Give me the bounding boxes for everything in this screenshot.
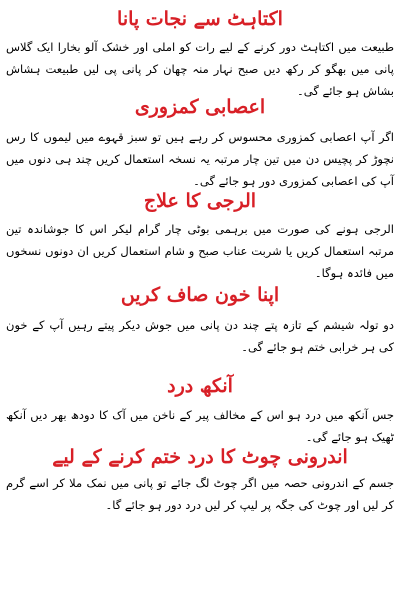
remedy-section-boredom [6,2,394,98]
remedy-section-nervous-weakness [6,88,394,188]
remedy-section-eye-pain [6,368,394,442]
remedy-section-allergy [6,184,394,280]
remedy-heading: الرجی کا علاج [143,190,257,212]
remedy-heading: اپنا خون صاف کریں [120,284,280,306]
remedy-heading: اعصابی کمزوری [134,96,266,118]
remedy-section-internal-injury [6,442,394,522]
remedy-text: اگر آپ اعصابی کمزوری محسوس کر رہے ہیں تو سبز قہوے میں لیموں کا رس نچوڑ کر پچیس دن میں تین چار مرتبہ یہ نسخہ استعمال کریں چند ہی دنوں میں آپ کی اعصابی کمزوری دور ہو جائے گی۔ [6,130,394,188]
remedy-heading: اندرونی چوٹ کا درد ختم کرنے کے لیے [52,446,348,468]
remedy-text: جسم کے اندرونی حصہ میں اگر چوٹ لگ جائے تو پانی میں نمک ملا کر اسے گرم کر لیں اور چوٹ کی جگہ پر لیپ کر لیں درد دور ہو جائے گا۔ [6,476,394,512]
remedy-heading: آنکھ درد [167,375,233,397]
remedy-section-blood-purify [6,276,394,368]
remedy-text: الرجی ہونے کی صورت میں برہمی بوٹی چار گرام لیکر اس کا جوشاندہ تین مرتبہ استعمال کریں یا شربت عناب صبح و شام استعمال کریں ان دونوں نسخوں میں فائدہ ہوگا۔ [6,222,394,280]
remedy-text: جس آنکھ میں درد ہو اس کے مخالف پیر کے ناخن میں آک کا دودھ بھر دیں آنکھ ٹھیک ہو جائے گی۔ [6,408,394,444]
remedy-text: طبیعت میں اکتاہٹ دور کرنے کے لیے رات کو املی اور خشک آلو بخارا ایک گلاس پانی میں بھگو کر رکھ دیں صبح نہار منہ چھان کر پانی پی لیں طبیعت ہشاش بشاش ہو جائے گی۔ [6,40,394,98]
remedy-heading: اکتاہٹ سے نجات پانا [117,8,283,30]
remedy-text: دو تولہ شیشم کے تازہ پتے چند دن پانی میں جوش دیکر پیتے رہیں آپ کے خون کی ہر خرابی ختم ہو جائے گی۔ [6,318,394,354]
